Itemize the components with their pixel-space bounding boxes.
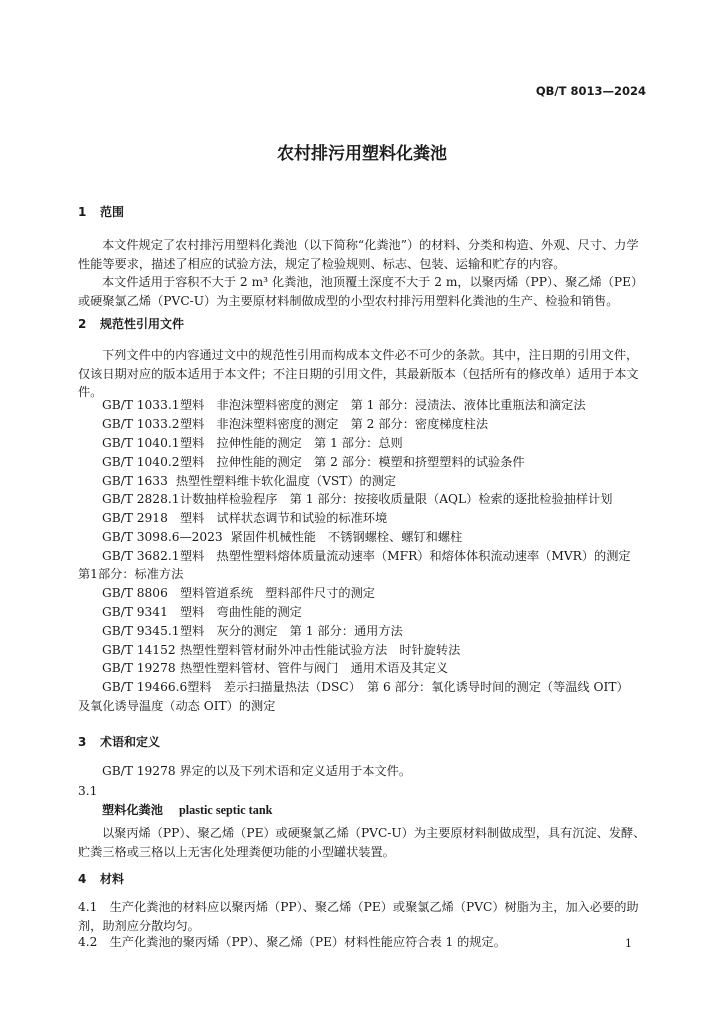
term-chinese: 塑料化粪池 — [102, 803, 163, 817]
reference-code: GB/T 1040.1 — [102, 436, 180, 450]
reference-code: GB/T 1040.2 — [102, 455, 180, 469]
reference-item — [102, 681, 629, 693]
reference-code: GB/T 9345.1 — [102, 624, 180, 638]
reference-code: GB/T 8806 — [102, 586, 168, 600]
reference-item — [102, 550, 631, 562]
term-number: 3.1 — [78, 784, 98, 798]
term-english: plastic septic tank — [178, 803, 273, 817]
reference-title: 塑料 差示扫描量热法（DSC） 第 6 部分：氧化诱导时间的测定（等温线 OIT） — [187, 680, 629, 694]
section-number: 3 — [78, 735, 87, 749]
reference-item — [102, 606, 302, 618]
reference-item — [102, 531, 462, 543]
section-3-intro: GB/T 19278 界定的以及下列术语和定义适用于本文件。 — [102, 764, 412, 778]
section-title: 术语和定义 — [100, 735, 161, 749]
reference-item — [102, 493, 612, 505]
section-1-paragraph-2: 本文件适用于容积不大于 2 m³ 化粪池，池顶覆土深度不大于 2 m，以聚丙烯（PP）、聚乙烯（PE）或硬聚氯乙烯（PVC-U）为主要原材料制做成型的小型农村排污用塑料化粪池的生产、检验和销售。 — [78, 275, 644, 308]
standard-number: QB/T 8013—2024 — [535, 84, 646, 98]
reference-item — [102, 418, 488, 430]
reference-code: GB/T 3682.1 — [102, 549, 180, 563]
reference-code: GB/T 1633 — [102, 474, 168, 488]
reference-title: 塑料 灰分的测定 第 1 部分：通用方法 — [180, 624, 403, 638]
document-title: 农村排污用塑料化粪池 — [277, 144, 447, 164]
reference-code: GB/T 19278 — [102, 661, 176, 675]
reference-item — [102, 662, 448, 674]
reference-title: 计数抽样检验程序 第 1 部分：按接收质量限（AQL）检索的逐批检验抽样计划 — [180, 492, 613, 506]
section-4-heading — [78, 873, 124, 885]
term-definition: 以聚丙烯（PP）、聚乙烯（PE）或硬聚氯乙烯（PVC-U）为主要原材料制做成型，具有沉淀、发酵、贮粪三格或三格以上无害化处理粪便功能的小型罐状装置。 — [78, 826, 646, 859]
reference-code: GB/T 1033.1 — [102, 398, 180, 412]
section-2-intro: 下列文件中的内容通过文中的规范性引用而构成本文件必不可少的条款。其中，注日期的引用文件，仅该日期对应的版本适用于本文件；不注日期的引用文件，其最新版本（包括所有的修改单）适用于本文件。 — [78, 348, 639, 399]
reference-title: 塑料 拉伸性能的测定 第 2 部分：模塑和挤塑塑料的试验条件 — [180, 455, 525, 469]
reference-title: 热塑性塑料管材、管件与阀门 通用术语及其定义 — [180, 661, 449, 675]
reference-title: 塑料 热塑性塑料熔体质量流动速率（MFR）和熔体体积流动速率（MVR）的测定 — [180, 549, 631, 563]
section-3-heading — [78, 736, 160, 748]
clause-4-1: 4.1 生产化粪池的材料应以聚丙烯（PP）、聚乙烯（PE）或聚氯乙烯（PVC）树脂为主，加入必要的助剂，助剂应分散均匀。 — [78, 900, 639, 933]
reference-code: GB/T 9341 — [102, 605, 168, 619]
term-heading — [102, 804, 272, 816]
section-1-heading — [78, 206, 124, 218]
reference-item — [102, 399, 586, 411]
reference-title: 塑料 非泡沫塑料密度的测定 第 1 部分：浸渍法、液体比重瓶法和滴定法 — [180, 398, 586, 412]
reference-item — [102, 456, 525, 468]
reference-title: 热塑性塑料管材耐外冲击性能试验方法 时针旋转法 — [180, 643, 461, 657]
reference-item — [102, 644, 460, 656]
reference-code: GB/T 14152 — [102, 643, 176, 657]
reference-item-continuation — [78, 568, 183, 580]
reference-title: 塑料 非泡沫塑料密度的测定 第 2 部分：密度梯度柱法 — [180, 417, 489, 431]
reference-title: 紧固件机械性能 不锈钢螺栓、螺钉和螺柱 — [230, 530, 463, 544]
section-2-heading — [78, 318, 184, 330]
reference-title: 第1部分：标准方法 — [78, 567, 184, 581]
reference-item — [102, 625, 403, 637]
reference-code: GB/T 1033.2 — [102, 417, 180, 431]
reference-item — [102, 437, 403, 449]
reference-title: 塑料 试样状态调节和试验的标准环境 — [180, 511, 388, 525]
reference-code: GB/T 19466.6 — [102, 680, 188, 694]
section-title: 范围 — [100, 205, 125, 219]
reference-code: GB/T 2918 — [102, 511, 168, 525]
clause-4-2: 4.2 生产化粪池的聚丙烯（PP）、聚乙烯（PE）材料性能应符合表 1 的规定。 — [78, 935, 506, 949]
reference-title: 塑料管道系统 塑料部件尺寸的测定 — [180, 586, 375, 600]
reference-code: GB/T 2828.1 — [102, 492, 180, 506]
section-number: 4 — [78, 872, 87, 886]
reference-title: 及氧化诱导温度（动态 OIT）的测定 — [78, 699, 276, 713]
page-number: 1 — [625, 937, 632, 950]
reference-title: 塑料 弯曲性能的测定 — [180, 605, 302, 619]
section-title: 材料 — [100, 872, 125, 886]
section-1-paragraph-1: 本文件规定了农村排污用塑料化粪池（以下简称“化粪池”）的材料、分类和构造、外观、尺寸、力学性能等要求，描述了相应的试验方法，规定了检验规则、标志、包装、运输和贮存的内容。 — [78, 238, 639, 271]
reference-item — [102, 587, 375, 599]
reference-title: 热塑性塑料维卡软化温度（VST）的测定 — [175, 474, 397, 488]
reference-title: 塑料 拉伸性能的测定 第 1 部分：总则 — [180, 436, 403, 450]
reference-item-continuation — [78, 700, 275, 712]
reference-code: GB/T 3098.6—2023 — [102, 530, 223, 544]
section-number: 2 — [78, 317, 87, 331]
reference-item — [102, 512, 387, 524]
reference-item — [102, 475, 396, 487]
section-number: 1 — [78, 205, 87, 219]
section-title: 规范性引用文件 — [100, 317, 185, 331]
